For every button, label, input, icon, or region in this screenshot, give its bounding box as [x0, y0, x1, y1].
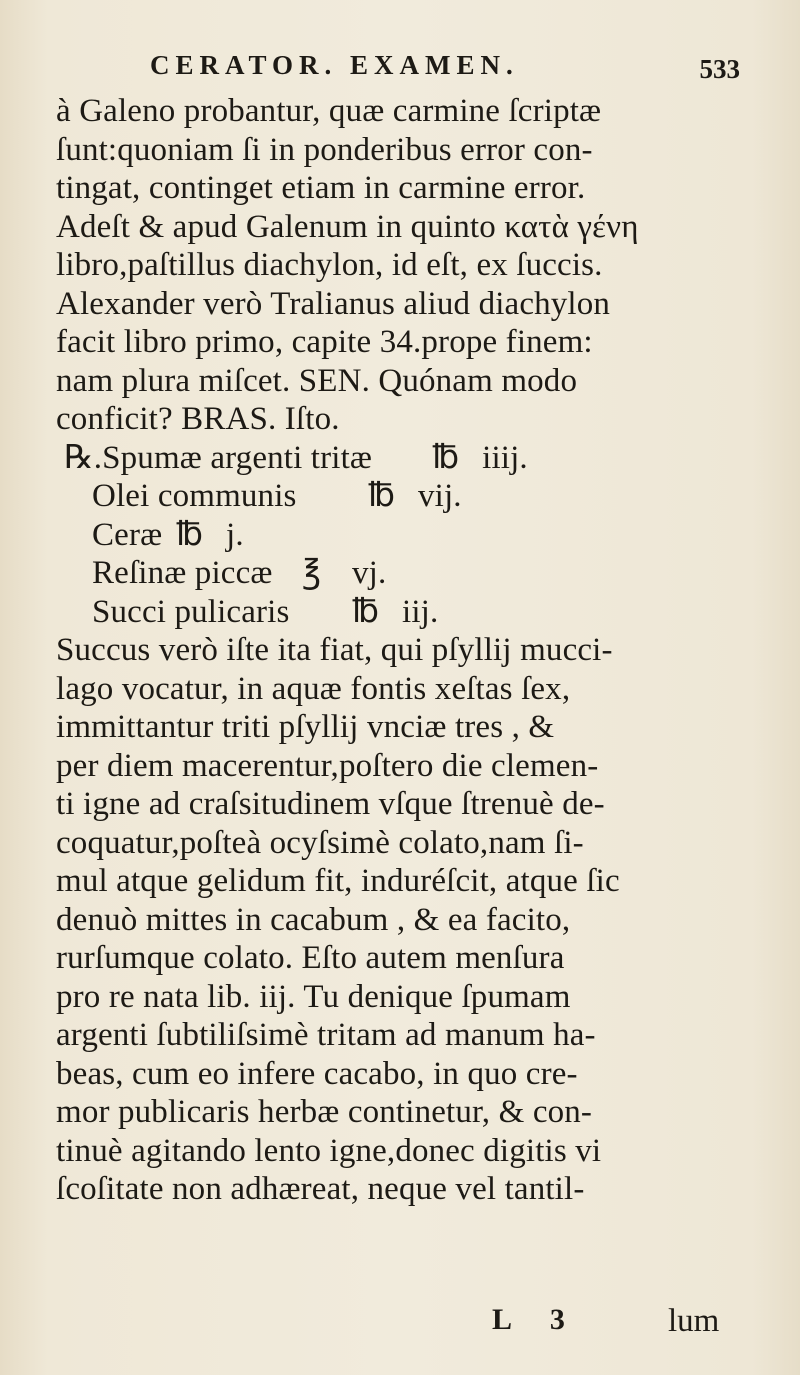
text-line: Adeſt & apud Galenum in quinto κατὰ γένη — [56, 208, 639, 245]
text-line: Succus verò iſte ita fiat, qui pſyllij mucci- — [56, 632, 613, 668]
catchword: lum — [668, 1303, 720, 1339]
text-line: mor publicaris herbæ continetur, & con- — [56, 1094, 593, 1130]
ingredient-unit: ℔ — [176, 516, 204, 553]
ingredient-name: Ceræ — [92, 516, 163, 553]
text-line: à Galeno probantur, quæ carmine ſcriptæ — [56, 93, 602, 129]
text-line: ſcoſitate non adhæreat, neque vel tantil- — [56, 1171, 585, 1207]
recipe-symbol: ℞. — [64, 439, 103, 476]
ingredient-unit: ℥ — [302, 555, 322, 591]
ingredient-quantity: iij. — [402, 593, 439, 630]
recipe-row — [92, 554, 766, 593]
text-line: nam plura miſcet. SEN. Quónam modo — [56, 362, 578, 399]
ingredient-quantity: vj. — [352, 555, 387, 591]
ingredient-unit: ℔ — [352, 593, 380, 630]
text-line: tinuè agitando lento igne,donec digitis vi — [56, 1132, 602, 1169]
text-line: immittantur triti pſyllij vnciæ tres , & — [56, 709, 555, 745]
recipe-block — [56, 439, 766, 632]
text-line: mul atque gelidum fit, induréſcit, atque ſic — [56, 863, 620, 899]
recipe-row — [92, 593, 766, 632]
text-line: tingat, continget etiam in carmine error. — [56, 170, 586, 206]
text-line: rurſumque colato. Eſto autem menſura — [56, 940, 565, 976]
recipe-row — [92, 477, 766, 516]
text-line: pro re nata lib. iij. Tu denique ſpumam — [56, 978, 571, 1015]
page-number: 533 — [699, 54, 740, 84]
signature-mark: L 3 — [492, 1303, 581, 1336]
recipe-row — [92, 516, 766, 555]
text-line: beas, cum eo infere cacabo, in quo cre- — [56, 1055, 578, 1092]
page-body — [56, 92, 766, 1209]
text-line: facit libro primo, capite 34.prope finem: — [56, 324, 593, 360]
text-line: ti igne ad craſsitudinem vſque ſtrenuè de- — [56, 786, 605, 822]
text-line: argenti ſubtiliſsimè tritam ad manum ha- — [56, 1017, 596, 1053]
text-line: lago vocatur, in aquæ fontis xeſtas ſex, — [56, 670, 571, 707]
ingredient-quantity: iiij. — [482, 439, 528, 476]
ingredient-name: Spumæ argenti tritæ — [102, 439, 373, 476]
text-line: ſunt:quoniam ſi in ponderibus error con- — [56, 131, 593, 168]
ingredient-name: Succi pulicaris — [92, 593, 290, 630]
page-footer — [0, 1303, 800, 1343]
ingredient-quantity: vij. — [418, 478, 462, 514]
ingredient-unit: ℔ — [432, 439, 460, 476]
ingredient-quantity: j. — [226, 516, 244, 553]
text-line: denuò mittes in cacabum , & ea facito, — [56, 901, 571, 938]
text-line: per diem macerentur,poſtero die clemen- — [56, 747, 599, 784]
ingredient-name: Olei communis — [92, 478, 297, 514]
text-line: coquatur,poſteà ocyſsimè colato,nam ſi- — [56, 824, 584, 861]
page-header — [150, 50, 740, 90]
ingredient-name: Reſinæ piccæ — [92, 555, 273, 591]
recipe-row — [64, 439, 766, 478]
text-line: conficit? BRAS. Iſto. — [56, 401, 340, 437]
text-line: libro,paſtillus diachylon, id eſt, ex ſuccis. — [56, 247, 603, 283]
text-line: Alexander verò Tralianus aliud diachylon — [56, 285, 611, 322]
running-head: CERATOR. EXAMEN. — [150, 50, 519, 80]
ingredient-unit: ℔ — [368, 478, 396, 514]
